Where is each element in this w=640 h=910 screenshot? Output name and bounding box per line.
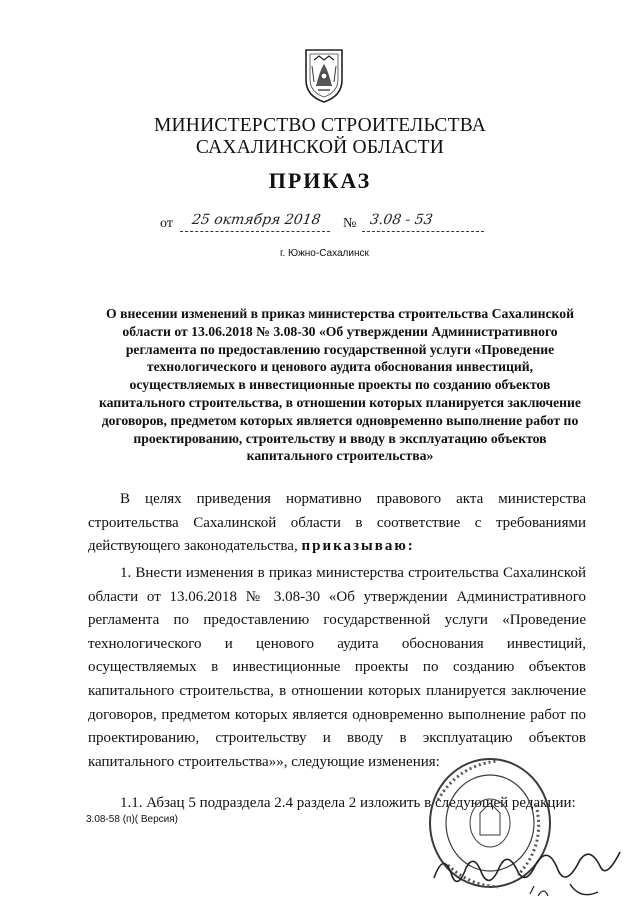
ministry-line-1: МИНИСТЕРСТВО СТРОИТЕЛЬСТВА: [153, 115, 487, 136]
paragraph-1-text: В целях приведения нормативно правового акта министерства строительства Сахалинской области в соответствие с требованиями действующего законодательства,: [88, 491, 586, 555]
date-prefix: от: [160, 216, 173, 231]
date-number-row: [0, 210, 640, 240]
order-keyword: приказываю:: [301, 538, 415, 555]
date-value: 25 октября 2018: [190, 212, 322, 228]
body-paragraph-2: 1. Внести изменения в приказ министерства строительства Сахалинской области от 13.06.2018 № 3.08-30 «Об утверждении Административного регламента по предоставлению государственной услуги «Проведение технологического и ценового аудита обоснования инвестиций, осуществляемых в инвестиционные проекты по созданию объектов капитального строительства, в отношении которых планируется заключение договоров, предметом которых является одновременно выполнение работ по проектированию, строительству и вводу в эксплуатацию объектов капитального строительства»», следующие изменения:: [88, 565, 586, 770]
ministry-name: [0, 115, 640, 159]
number-underline: [362, 230, 484, 232]
number-value: 3.08 - 53: [368, 212, 434, 228]
date-underline: [180, 230, 330, 232]
handwritten-signature-icon: [430, 830, 630, 905]
number-prefix: №: [343, 216, 357, 231]
city: г. Южно-Сахалинск: [280, 248, 369, 259]
document-subject: О внесении изменений в приказ министерства строительства Сахалинской области от 13.06.2018 № 3.08-30 «Об утверждении Административного регламента по предоставлению государственной услуги «Проведение технологического и ценового аудита обоснования инвестиций, осуществляемых в инвестиционные проекты по созданию объектов капитального строительства, в отношении которых планируется заключение договоров, предметом которых является одновременно выполнение работ по проектированию, строительству и вводу в эксплуатацию объектов капитального строительства»: [98, 306, 581, 464]
document-footer: 3.08-58 (п)( Версия): [86, 814, 179, 825]
body-paragraph-3: 1.1. Абзац 5 подраздела 2.4 раздела 2 изложить в следующей редакции:: [120, 795, 576, 811]
ministry-line-2: САХАЛИНСКОЙ ОБЛАСТИ: [195, 137, 445, 158]
document-title: ПРИКАЗ: [268, 168, 372, 193]
coat-of-arms-icon: [302, 46, 346, 104]
body-paragraph-1: [88, 488, 586, 559]
